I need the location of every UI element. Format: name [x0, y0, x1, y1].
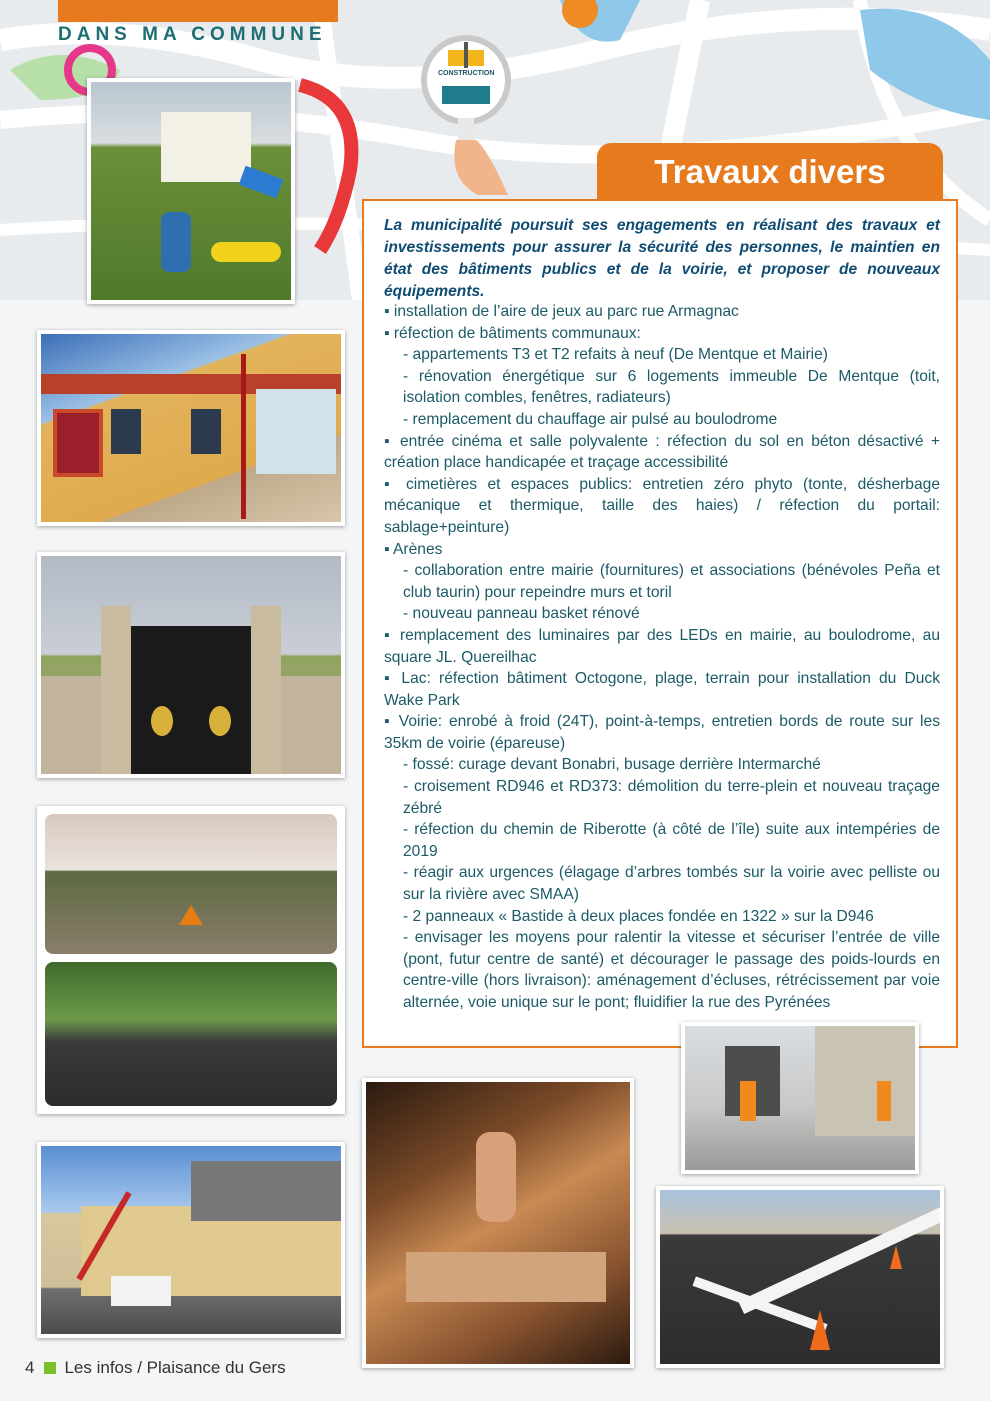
works-list: [384, 301, 940, 1014]
article-intro: La municipalité poursuit ses engagements en réalisant des travaux et investissements pour assurer la sécurité des personnes, le maintien en état des bâtiments publics et de la voirie, et proposer de nouveaux équipements.: [384, 217, 940, 300]
logo-text: CONSTRUCTION: [438, 70, 495, 77]
list-subitem: - croisement RD946 et RD373: démolition du terre-plein et nouveau traçage zébré: [403, 778, 940, 817]
list-item: ▪ cimetières et espaces publics: entretien zéro phyto (tonte, désherbage mécanique et thermique, taille des haies) / réfection du portail: sablage+peinture): [384, 475, 940, 536]
list-item: ▪ entrée cinéma et salle polyvalente : réfection du sol en béton désactivé + création place handicapée et traçage accessibilité: [384, 432, 940, 472]
list-subitem: - fossé: curage devant Bonabri, busage derrière Intermarché: [403, 756, 821, 774]
footer-square-icon: [44, 1362, 56, 1374]
article-title: Travaux divers: [654, 153, 886, 190]
list-item: ▪ installation de l’aire de jeux au parc rue Armagnac: [384, 303, 739, 320]
header-bar: [58, 0, 338, 22]
page-number: 4: [25, 1358, 35, 1377]
photo-road-marking: [656, 1186, 944, 1368]
article-box: [362, 199, 958, 1048]
photo-playground: [87, 78, 295, 304]
list-subitem: - remplacement du chauffage air pulsé au boulodrome: [403, 410, 778, 428]
photo-building-crane: [37, 1142, 345, 1338]
list-subitem: - envisager les moyens pour ralentir la vitesse et sécuriser l’entrée de ville (pont, futur centre de santé) et décourager le passage des poids-lourds en centre-ville (hors livraison): aménagement d’écluses, rétrécissement par voie alternée, voie unique sur le pont; fluidifier la rue des Pyrénées: [403, 929, 940, 1011]
list-subitem: - nouveau panneau basket rénové: [403, 605, 640, 623]
section-label: DANS MA COMMUNE: [58, 24, 327, 45]
photo-road-cleaning: [681, 1022, 919, 1174]
page-footer: [25, 1358, 286, 1378]
list-item: ▪ Voirie: enrobé à froid (24T), point-à-temps, entretien bords de route sur les 35km de voirie (épareuse): [384, 713, 940, 752]
list-subitem: - collaboration entre mairie (fournitures) et associations (bénévoles Peña et club taurin) pour repeindre murs et toril: [403, 562, 940, 601]
list-item: ▪ remplacement des luminaires par des LEDs en mairie, au boulodrome, au square JL. Quereilhac: [384, 626, 940, 666]
list-item: ▪ réfection de bâtiments communaux:: [384, 324, 641, 342]
list-item: ▪ Arènes: [384, 540, 443, 558]
list-item: ▪ Lac: réfection bâtiment Octogone, plage, terrain pour installation du Duck Wake Park: [384, 670, 940, 709]
list-subitem: - réfection du chemin de Riberotte (à côté de l’île) suite aux intempéries de 2019: [403, 821, 940, 860]
list-subitem: - appartements T3 et T2 refaits à neuf (De Mentque et Mairie): [403, 346, 828, 364]
photo-cinema: [37, 330, 345, 526]
list-subitem: - 2 panneaux « Bastide à deux places fondée en 1322 » sur la D946: [403, 907, 874, 925]
list-subitem: - rénovation énergétique sur 6 logements immeuble De Mentque (toit, isolation combles, fenêtres, radiateurs): [403, 367, 940, 407]
title-tab: [597, 143, 943, 200]
publication-name: Les infos / Plaisance du Gers: [64, 1358, 286, 1377]
photo-cemetery-gate: [37, 552, 345, 778]
list-subitem: - réagir aux urgences (élagage d’arbres tombés sur la voirie avec pelliste ou sur la rivière avec SMAA): [403, 864, 940, 904]
construction-logo-icon: [418, 30, 518, 200]
photo-attic-insulation: [362, 1078, 634, 1368]
photo-roadworks-pair: [37, 806, 345, 1114]
